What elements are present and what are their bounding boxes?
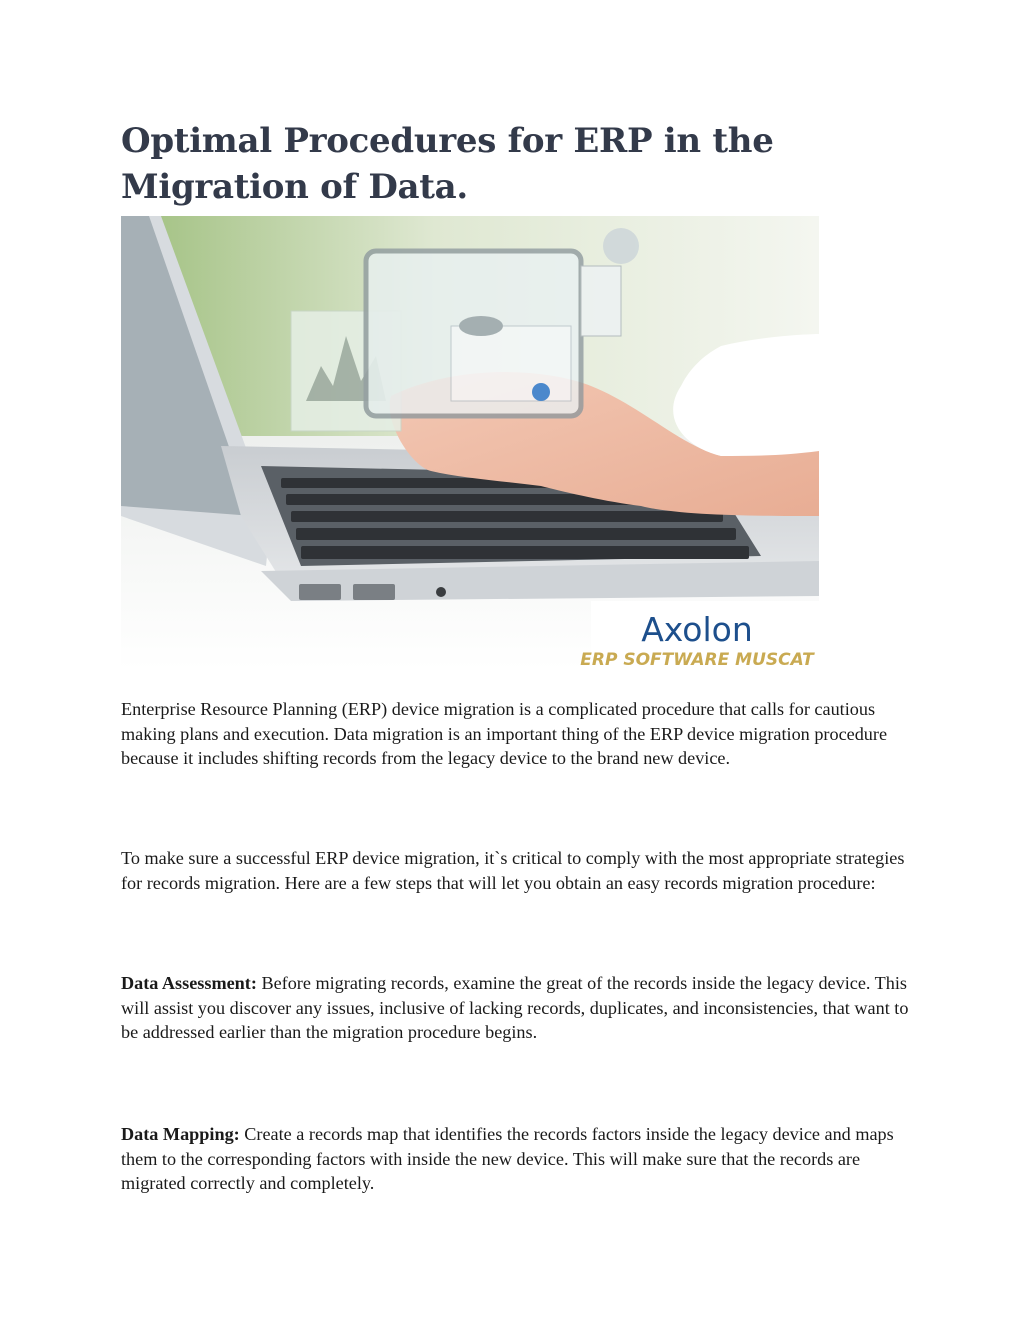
paragraph-data-assessment: [121, 971, 911, 1045]
paragraph-data-mapping: [121, 1122, 911, 1196]
data-mapping-text: Create a records map that identifies the records factors inside the legacy device and maps them to the corresponding factors with inside the new device. This will make sure that the records are migrated correctly and completely.: [121, 1124, 894, 1194]
page-title: Optimal Procedures for ERP in the Migration of Data.: [121, 121, 774, 207]
data-mapping-label: Data Mapping:: [121, 1124, 240, 1144]
hero-image: [121, 216, 819, 670]
data-assessment-label: Data Assessment:: [121, 973, 257, 993]
laptop-illustration: [121, 216, 819, 670]
paragraph-intro: Enterprise Resource Planning (ERP) device migration is a complicated procedure that calls for cautious making plans and execution. Data migration is an important thing of the ERP device migration procedure because it includes shifting records from the legacy device to the brand new device.: [121, 699, 888, 769]
data-assessment-text: Before migrating records, examine the great of the records inside the legacy device. This will assist you discover any issues, inclusive of lacking records, duplicates, and inconsistencies, that want to be addressed earlier than the migration procedure begins.: [121, 973, 909, 1043]
axolon-logo-text: Axolon: [641, 610, 753, 649]
paragraph-strategies: To make sure a successful ERP device migration, it`s critical to comply with the most appropriate strategies for records migration. Here are a few steps that will let you obtain an easy records migration procedure:: [121, 848, 905, 893]
axolon-logo-subtext: ERP SOFTWARE MUSCAT: [580, 650, 814, 670]
